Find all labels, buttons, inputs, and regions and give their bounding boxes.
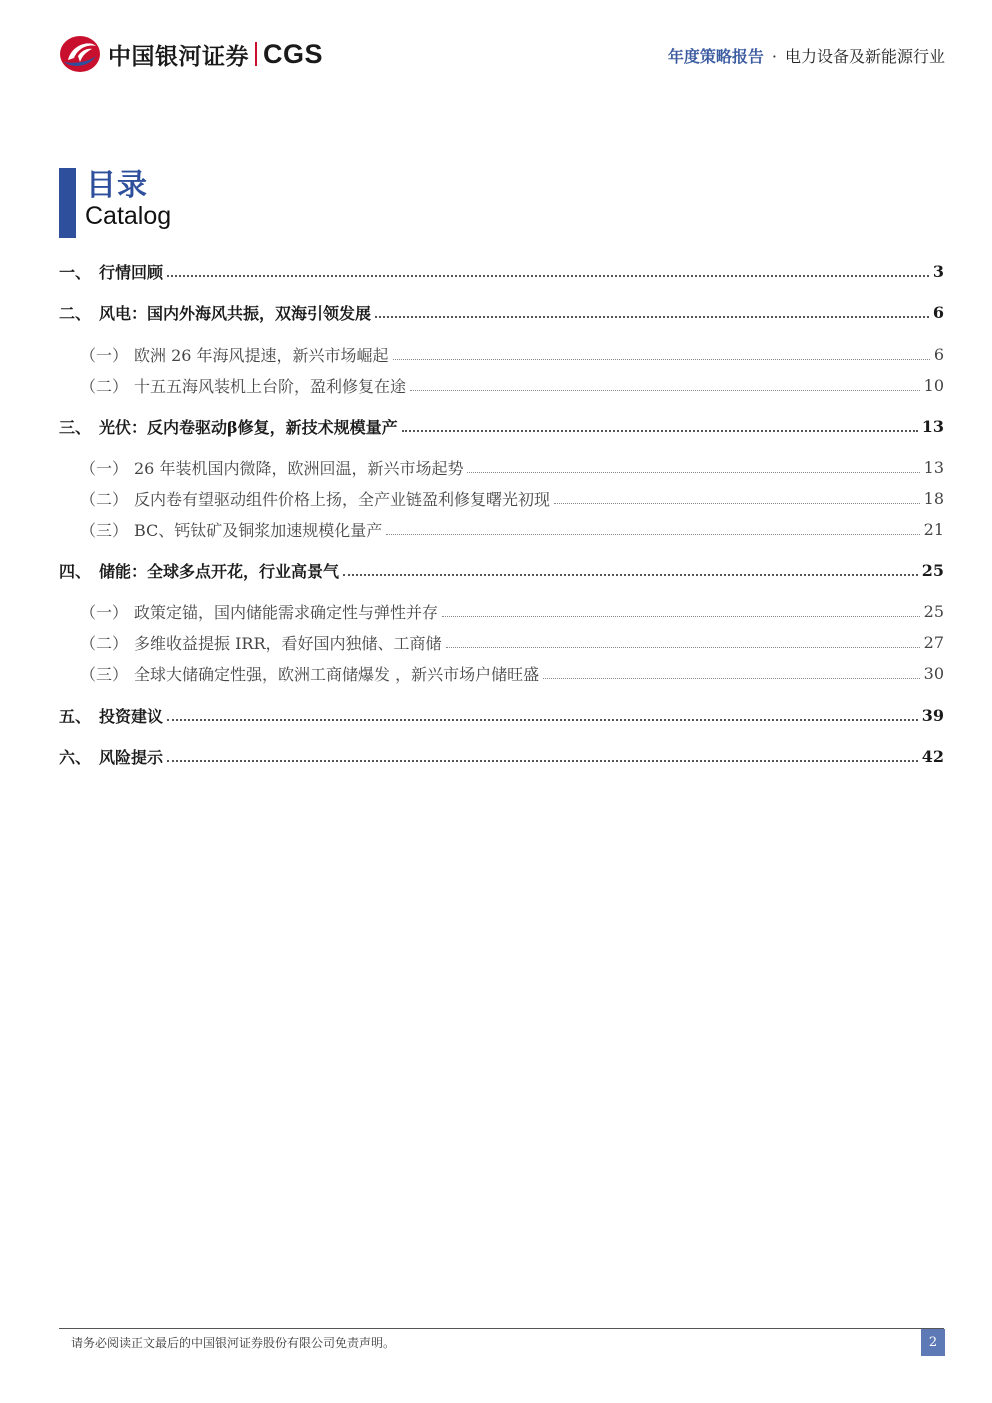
toc-subentry[interactable] [59,339,944,369]
toc-entry-number: 四、 [59,561,92,581]
footer-disclaimer: 请务必阅读正文最后的中国银河证券股份有限公司免责声明。 [71,1336,396,1350]
toc-entry-number: （一） [80,458,129,478]
toc-leader-dots [554,490,920,504]
cgs-logo-icon [58,34,102,74]
toc-page-number[interactable]: 25 [923,601,944,621]
toc-subentry[interactable] [59,452,944,482]
toc-leader-dots [375,304,929,318]
toc-entry-number: （二） [80,376,129,396]
catalog-accent-bar [59,168,76,238]
toc-subentry[interactable] [59,658,944,688]
toc-page-number[interactable]: 21 [923,519,944,539]
toc-page-number[interactable]: 25 [921,560,944,580]
toc-leader-dots [167,263,929,277]
toc-leader-dots [167,707,918,721]
catalog-title-cn: 目录 [86,168,148,203]
toc-leader-dots [410,377,920,391]
toc-entry[interactable] [59,256,944,286]
toc-entry-number: 一、 [59,262,92,282]
toc-entry-title[interactable]: BC、钙钛矿及铜浆加速规模化量产 [134,520,383,540]
toc-entry-number: （一） [80,602,129,622]
logo-chinese-name: 中国银河证券 [108,43,249,70]
toc-page-number[interactable]: 10 [923,375,944,395]
toc-page-number[interactable]: 18 [923,488,944,508]
toc-entry-title[interactable]: 多维收益提振 IRR，看好国内独储、工商储 [134,633,442,653]
toc-page-number[interactable]: 3 [932,261,944,281]
header-separator: · [771,47,777,66]
toc-entry-title[interactable]: 十五五海风装机上台阶，盈利修复在途 [134,376,407,396]
toc-subentry[interactable] [59,370,944,400]
toc-entry-title[interactable]: 风险提示 [99,747,164,767]
toc-entry-title[interactable]: 风电：国内外海风共振，双海引领发展 [99,303,372,323]
catalog-title-en: Catalog [85,202,172,230]
toc-page-number[interactable]: 6 [933,344,944,364]
toc-entry[interactable] [59,411,944,441]
report-type: 年度策略报告 [667,47,764,66]
toc-entry-number: 六、 [59,747,92,767]
toc-entry[interactable] [59,741,944,771]
page-header [0,0,992,100]
toc-subentry[interactable] [59,514,944,544]
toc-leader-dots [343,562,918,576]
toc-leader-dots [402,418,918,432]
toc-entry-title[interactable]: 储能：全球多点开花，行业高景气 [99,561,340,581]
logo-english-name: CGS [263,38,324,69]
toc-entry[interactable] [59,555,944,585]
report-label [668,44,945,67]
toc-entry-title[interactable]: 全球大储确定性强，欧洲工商储爆发 ，新兴市场户储旺盛 [134,664,540,684]
toc-leader-dots [167,748,918,762]
toc-subentry[interactable] [59,627,944,657]
toc-page-number[interactable]: 13 [921,416,944,436]
toc-entry-title[interactable]: 行情回顾 [99,262,164,282]
toc-entry-title[interactable]: 光伏：反内卷驱动β修复，新技术规模量产 [99,417,398,437]
toc-leader-dots [442,603,920,617]
toc-entry-title[interactable]: 反内卷有望驱动组件价格上扬，全产业链盈利修复曙光初现 [134,489,551,509]
toc-page-number[interactable]: 39 [921,705,944,725]
report-industry: 电力设备及新能源行业 [784,47,945,66]
toc-leader-dots [543,665,920,679]
toc-leader-dots [446,634,920,648]
toc-page-number[interactable]: 27 [923,632,944,652]
toc-entry-title[interactable]: 投资建议 [99,706,164,726]
toc-page-number[interactable]: 6 [932,302,944,322]
toc-subentry[interactable] [59,596,944,626]
toc-entry-title[interactable]: 政策定锚，国内储能需求确定性与弹性并存 [134,602,439,622]
toc-leader-dots [467,459,919,473]
toc-leader-dots [386,521,919,535]
toc-page-number[interactable]: 13 [923,457,944,477]
page-number: 2 [921,1329,945,1356]
toc-leader-dots [393,346,930,360]
toc-entry-number: （二） [80,489,129,509]
toc-entry-number: （二） [80,633,129,653]
toc-subentry[interactable] [59,483,944,513]
toc-entry[interactable] [59,700,944,730]
toc-entry-title[interactable]: 26 年装机国内微降，欧洲回温，新兴市场起势 [134,458,464,478]
toc-entry-number: 二、 [59,303,92,323]
toc-entry-number: （三） [80,520,129,540]
toc-entry-number: 三、 [59,417,92,437]
footer-divider [59,1328,944,1329]
toc-entry-number: （一） [80,345,129,365]
toc-entry-number: （三） [80,664,129,684]
toc-entry-number: 五、 [59,706,92,726]
toc-page-number[interactable]: 42 [921,746,944,766]
toc-page-number[interactable]: 30 [923,663,944,683]
toc-entry[interactable] [59,297,944,327]
company-logo [58,34,323,74]
logo-divider [255,42,257,66]
toc-entry-title[interactable]: 欧洲 26 年海风提速，新兴市场崛起 [134,345,389,365]
